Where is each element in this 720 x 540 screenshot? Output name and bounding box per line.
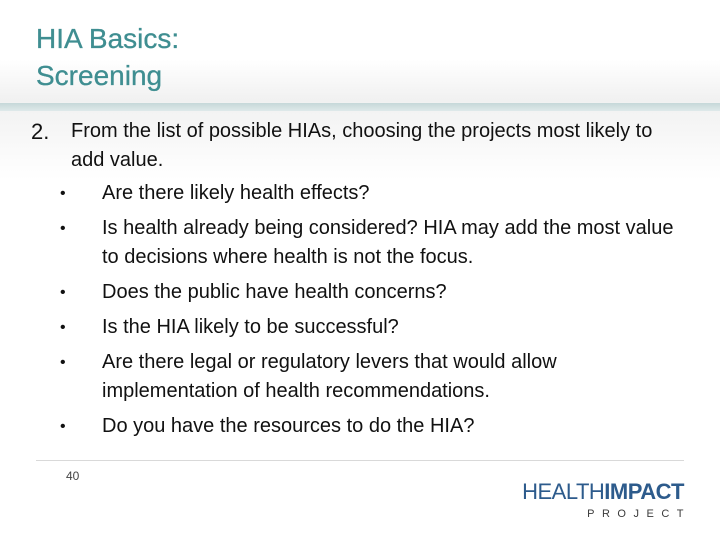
bullet-text: Are there legal or regulatory levers that would allow implementation of health recommendations. <box>102 351 557 402</box>
logo-health-word: HEALTH <box>522 479 605 504</box>
bullet-item <box>28 412 708 441</box>
bullet-icon: • <box>60 284 66 301</box>
bullet-text: Is the HIA likely to be successful? <box>102 316 399 338</box>
bullet-icon: • <box>60 185 66 202</box>
bullet-item <box>28 214 708 272</box>
bullet-text: Does the public have health concerns? <box>102 281 447 303</box>
slide-content <box>28 117 708 447</box>
slide-title-line-1: HIA Basics: <box>36 23 180 54</box>
logo-project-word: PROJECT <box>587 508 691 520</box>
bullet-item <box>28 348 708 406</box>
bullet-icon: • <box>60 354 66 371</box>
title-divider <box>0 103 720 111</box>
bullet-list <box>28 179 708 441</box>
bullet-item <box>28 278 708 307</box>
slide-title-line-2: Screening <box>36 60 163 91</box>
bullet-icon: • <box>60 220 66 237</box>
health-impact-project-logo <box>522 479 691 520</box>
bullet-icon: • <box>60 319 66 336</box>
bullet-item <box>28 313 708 342</box>
slide-title <box>36 20 179 94</box>
page-number: 40 <box>66 469 80 483</box>
step-item <box>28 117 708 175</box>
footer-divider <box>36 460 684 461</box>
bullet-text: Do you have the resources to do the HIA? <box>102 415 475 437</box>
logo-impact-word: IMPACT <box>604 479 684 504</box>
step-number: 2. <box>31 119 50 144</box>
step-text: From the list of possible HIAs, choosing the projects most likely to add value. <box>71 120 653 171</box>
bullet-item <box>28 179 708 208</box>
logo-wordmark <box>522 481 684 503</box>
bullet-text: Is health already being considered? HIA may add the most value to decisions where health is not the focus. <box>102 217 674 268</box>
bullet-text: Are there likely health effects? <box>102 182 370 204</box>
bullet-icon: • <box>60 418 66 435</box>
